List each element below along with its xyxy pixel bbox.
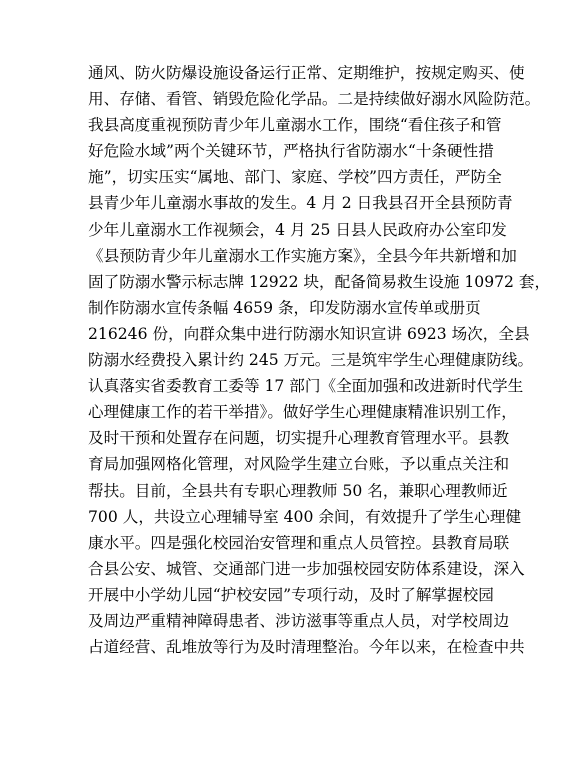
body-text <box>88 60 551 660</box>
text-line: 康水平。四是强化校园治安管理和重点人员管控。县教育局联 <box>88 533 510 552</box>
text-line: 固了防溺水警示标志牌 12922 块，配备简易救生设施 10972 套， <box>88 272 551 291</box>
text-line: 占道经营、乱堆放等行为及时清理整治。今年以来，在检查中共 <box>88 638 525 657</box>
text-line: 及时干预和处置存在问题，切实提升心理教育管理水平。县教 <box>88 429 510 448</box>
text-line: 及周边严重精神障碍患者、涉访滋事等重点人员，对学校周边 <box>88 611 510 630</box>
text-line: 我县高度重视预防青少年儿童溺水工作，围绕“看住孩子和管 <box>88 116 502 135</box>
text-line: 心理健康工作的若干举措》。做好学生心理健康精准识别工作， <box>88 403 517 422</box>
text-line: 县青少年儿童溺水事故的发生。4 月 2 日我县召开全县预防青 <box>88 194 513 213</box>
text-line: 用、存储、看管、销毁危险化学品。二是持续做好溺水风险防范。 <box>88 90 541 109</box>
text-line: 好危险水域”两个关键环节，严格执行省防溺水“十条硬性措 <box>88 142 494 161</box>
text-line: 少年儿童溺水工作视频会，4 月 25 日县人民政府办公室印发 <box>88 220 507 239</box>
text-line: 合县公安、城管、交通部门进一步加强校园安防体系建设，深入 <box>88 559 525 578</box>
text-line: 帮扶。目前，全县共有专职心理教师 50 名，兼职心理教师近 <box>88 481 508 500</box>
text-line: 施”，切实压实“属地、部门、家庭、学校”四方责任，严防全 <box>88 168 502 187</box>
text-line: 通风、防火防爆设施设备运行正常、定期维护，按规定购买、使 <box>88 64 525 82</box>
text-line: 制作防溺水宣传条幅 4659 条，印发防溺水宣传单或册页 <box>88 298 481 317</box>
text-line: 216246 份，向群众集中进行防溺水知识宣讲 6923 场次，全县 <box>88 324 530 343</box>
text-line: 防溺水经费投入累计约 245 万元。三是筑牢学生心理健康防线。 <box>88 351 534 370</box>
text-line: 《县预防青少年儿童溺水工作实施方案》，全县今年共新增和加 <box>88 246 517 265</box>
text-line: 700 人，共设立心理辅导室 400 余间，有效提升了学生心理健 <box>88 507 522 526</box>
text-line: 育局加强网格化管理，对风险学生建立台账，予以重点关注和 <box>88 455 510 474</box>
text-line: 开展中小学幼儿园“护校安园”专项行动，及时了解掌握校园 <box>88 585 494 604</box>
text-line: 认真落实省委教育工委等 17 部门《全面加强和改进新时代学生 <box>88 377 524 396</box>
